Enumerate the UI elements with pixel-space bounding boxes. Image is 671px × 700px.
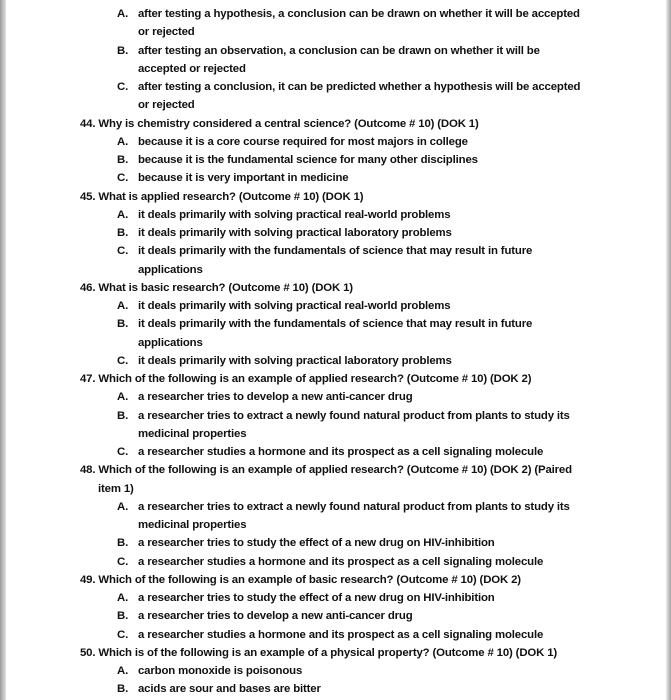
option-b: B. a researcher tries to study the effect of a new drug on HIV-inhibition xyxy=(117,537,495,550)
question-45-stem: 45. What is applied research? (Outcome # 10) (DOK 1) xyxy=(80,190,364,203)
option-b-continued: applications xyxy=(138,336,203,349)
option-a-continued: medicinal properties xyxy=(138,519,247,531)
question-48-stem: 48. Which of the following is an example of applied research? (Outcome # 10) (DOK 2) (Paired xyxy=(80,464,572,477)
option-a: A. after testing a hypothesis, a conclusion can be drawn on whether it will be accepted xyxy=(117,8,580,20)
question-46 xyxy=(0,279,671,370)
option-c: C. it deals primarily with the fundamentals of science that may result in future xyxy=(117,245,533,258)
question-list xyxy=(0,5,671,699)
option-c: C. it deals primarily with solving practical laboratory problems xyxy=(117,354,452,367)
question-46-stem: 46. What is basic research? (Outcome # 10) (DOK 1) xyxy=(80,281,353,294)
option-b-continued: accepted or rejected xyxy=(138,62,246,75)
option-a-continued: or rejected xyxy=(138,26,195,39)
option-b: B. it deals primarily with the fundamentals of science that may result in future xyxy=(117,318,533,331)
question-50-stem: 50. Which is of the following is an example of a physical property? (Outcome # 10) (DOK 1) xyxy=(80,646,558,659)
option-a: A. a researcher tries to extract a newly found natural product from plants to study its xyxy=(117,500,570,513)
option-a: A. it deals primarily with solving practical real-world problems xyxy=(117,208,451,221)
question-49-stem: 49. Which of the following is an example of basic research? (Outcome # 10) (DOK 2) xyxy=(80,573,521,586)
question-48-stem-continued: item 1) xyxy=(98,482,134,495)
option-c: C. after testing a conclusion, it can be predicted whether a hypothesis will be accepted xyxy=(117,81,581,93)
question-44-stem: 44. Why is chemistry considered a central science? (Outcome # 10) (DOK 1) xyxy=(80,117,479,130)
option-b: B. after testing an observation, a conclusion can be drawn on whether it will be xyxy=(117,44,540,57)
option-a: A. because it is a core course required for most majors in college xyxy=(117,135,468,148)
option-b: B. a researcher tries to develop a new anti-cancer drug xyxy=(117,610,413,623)
question-43-options xyxy=(0,5,671,115)
option-b-continued: medicinal properties xyxy=(138,427,247,440)
option-c-continued: applications xyxy=(138,263,203,276)
question-44 xyxy=(0,115,671,188)
question-47 xyxy=(0,370,671,461)
option-b: B. because it is the fundamental science for many other disciplines xyxy=(117,154,478,166)
option-c: C. a researcher studies a hormone and its prospect as a cell signaling molecule xyxy=(117,628,544,641)
option-c: C. because it is very important in medicine xyxy=(117,172,349,185)
option-c: C. a researcher studies a hormone and its prospect as a cell signaling molecule xyxy=(117,446,544,458)
option-c-continued: or rejected xyxy=(138,99,195,112)
option-b: B. a researcher tries to extract a newly found natural product from plants to study its xyxy=(117,409,570,422)
option-c: C. a researcher studies a hormone and its prospect as a cell signaling molecule xyxy=(117,555,544,568)
option-a: A. a researcher tries to study the effect of a new drug on HIV-inhibition xyxy=(117,592,495,604)
question-45 xyxy=(0,188,671,279)
question-49 xyxy=(0,571,671,644)
question-47-stem: 47. Which of the following is an example of applied research? (Outcome # 10) (DOK 2) xyxy=(80,373,532,385)
option-a: A. it deals primarily with solving practical real-world problems xyxy=(117,300,451,312)
option-b: B. acids are sour and bases are bitter xyxy=(117,683,321,696)
option-a: A. a researcher tries to develop a new anti-cancer drug xyxy=(117,391,413,404)
option-a: A. carbon monoxide is poisonous xyxy=(117,665,303,677)
option-b: B. it deals primarily with solving practical laboratory problems xyxy=(117,227,452,239)
question-48 xyxy=(0,461,671,571)
question-50 xyxy=(0,644,671,699)
